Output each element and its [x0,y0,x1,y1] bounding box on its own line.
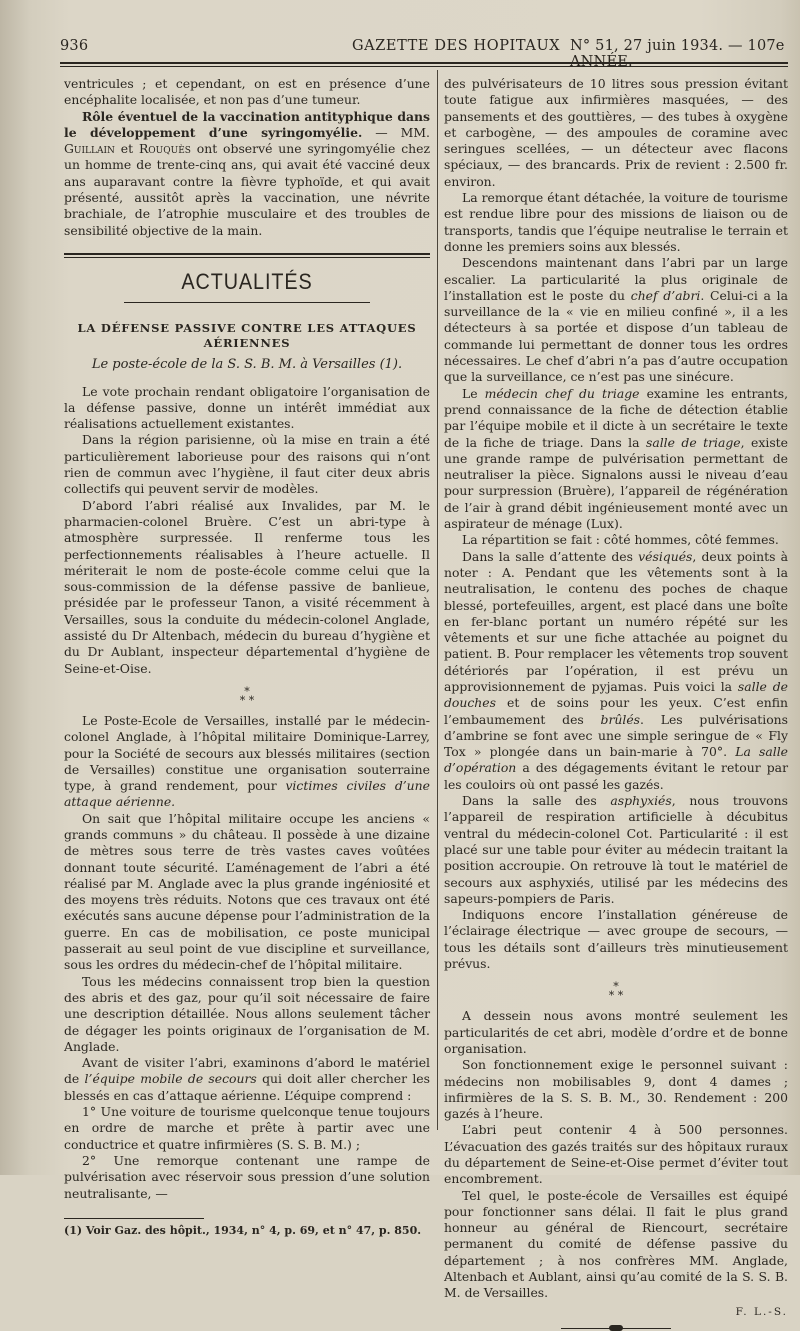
paragraph: 2° Une remorque contenant une rampe de pulvérisation avec réservoir sous pression d’une solution neutralisante, — [64,1152,430,1201]
header-rule-thin [60,66,788,67]
section-stars: * * * [239,684,255,707]
section-rule [64,257,430,258]
paragraph: La remorque étant détachée, la voiture de tourisme est rendue libre pour des missions de liaison ou de transports, tandis que l’équipe neutralise le terrain et donne les premiers soins aux blessés. [444,190,788,254]
text-run-italic: asphyxiés [610,793,672,809]
text-run: . Celui-ci a la surveillance de la « vie en milieu confiné », il a les détecteurs à sa portée et dispose d’un tableau de commande lui permettant de donner tous les ordres nécessaires. Le chef d’abri n’a pas d’autre occupation que la surveillance, ce n’est pas une sinécure. [444,287,788,385]
paragraph [444,255,788,385]
text-run-italic: vésiqués [638,548,693,564]
header-rule-thick [60,62,788,64]
paragraph: des pulvérisateurs de 10 litres sous pression évitant toute fatigue aux infirmières masquées, — des pansements et des gouttières, — des tubes à oxygène et carbogène, — des ampoules de coramine avec seringues scellées, — un détecteur avec flacons spéciaux, — des brancards. Prix de revient : 2.500 fr. environ. [444,76,788,189]
text-run-italic: médecin chef du triage [484,385,640,401]
text-run: Le Poste-Ecole de Versailles, installé par le médecin-colonel Anglade, à l’hôpital militaire Dominique-Larrey, pour la Société de secours aux blessés militaires (section de Versailles) constitue une organisation souterraine type, à grand rendement, pour [64,712,430,794]
text-run: Dans la salle d’attente des [462,548,639,564]
text-run: , existe une grande rampe de pulvérisation permettant de neutraliser la pièce. Signalons aussi le niveau d’eau pour surpression (Bruère), l’appareil de régénération de l’air à grand débit ingénieusement monté avec un aspirateur de ménage (Lux). [444,434,788,532]
paragraph: L’abri peut contenir 4 à 500 personnes. L’évacuation des gazés traités sur des hôpitaux ruraux du département de Seine-et-Oise permet d’éviter tout encombrement. [444,1122,788,1187]
paragraph: La répartition se fait : côté hommes, côté femmes. [462,532,779,548]
author-name: Guillain [64,141,115,157]
paragraph: Tous les médecins connaissent trop bien la question des abris et des gaz, pour qu’il soit nécessaire de faire une description détaillée. Nous allons seulement tâcher de dégager les points originaux de l’organisation de M. Anglade. [64,973,430,1054]
text-run: Descendons maintenant dans l’abri par un large escalier. La particularité la plus originale de l’installation est le poste du [444,255,788,303]
text-run: Dans la salle des [462,793,611,809]
journal-title: GAZETTE DES HOPITAUX [352,38,561,54]
paragraph: On sait que l’hôpital militaire occupe les anciens « grands communs » du château. Il possède à une dizaine de mètres sous terre de très vastes caves voûtées donnant toute sécurité. L’aménagement de l’abri a été réalisé par M. Anglade avec la plus grande ingéniosité et des moyens très réduits. Notons que ces travaux ont été exécutés sans aucune dépense pour l’administration de la guerre. En cas de mobilisation, ce poste municipal passerait au seul point de vue discipline et surveillance, sous les ordres du médecin-chef de l’hôpital militaire. [64,810,430,973]
text-run-italic: La salle d’opération [444,744,788,776]
text-run: et [114,141,139,157]
paragraph: ventricules ; et cependant, on est en présence d’une encéphalite localisée, et non pas d’une tumeur. [64,76,430,108]
section-title: ACTUALITÉS [181,268,313,294]
paragraph [444,386,788,533]
left-column [64,76,430,1239]
page-number: 936 [60,38,89,54]
signature: F. L.-S. [735,1305,788,1318]
section-rule [64,253,430,255]
end-ornament [561,1328,671,1329]
text-run: , nous trouvons l’appareil de respiration artificielle à décubitus ventral du médecin-colonel Cot. Particularité : il est placé sur une table pour éviter au médecin traitant la position accroupie. On retrouve là tout le matériel de secours aux asphyxiés, utilisé par les médecins des sapeurs-pompiers de Paris. [444,793,788,906]
column-divider [437,70,438,1130]
right-column [444,76,788,1329]
text-run-italic: l’équipe mobile de secours [84,1071,257,1087]
text-run: et de soins pour les yeux. C’est enfin l’embaumement des [444,695,788,727]
text-run: Le [462,385,485,401]
paragraph-title: Rôle éventuel de la vaccination antityphique dans le développement d’une syringomyélie. [64,108,430,140]
article-title: LA DÉFENSE PASSIVE CONTRE LES ATTAQUES AÉRIENNES [77,321,417,351]
text-run: examine les entrants, prend connaissance de la fiche de détection établie par l’équipe mobile et il dicte à un secrétaire le texte de la fiche de triage. Dans la [444,385,789,450]
text-run: . Les pulvérisations d’ambrine se font avec une simple seringue de « Fly Tox » plongée dans un bain-marie à 70°. [444,711,788,760]
section-rule-short [124,302,370,303]
text-run-italic: victimes civiles d’une attaque aérienne. [64,778,430,810]
running-header [60,38,788,70]
issue-info: N° 51, 27 juin 1934. — 107e ANNÉE. [570,38,785,70]
author-name: Rouquès [138,141,191,157]
paragraph: 1° Une voiture de tourisme quelconque tenue toujours en ordre de marche et prête à partir avec une conductrice et quatre infirmières (S. S. B. M.) ; [64,1104,430,1152]
paragraph: Indiquons encore l’installation généreuse de l’éclairage électrique — avec groupe de secours, — tous les détails sont d’ailleurs très minutieusement prévus. [444,907,788,972]
paragraph: D’abord l’abri réalisé aux Invalides, par M. le pharmacien-colonel Bruère. C’est un abri-type à atmosphère surpressée. Il renferme tous les perfectionnements réalisables à l’heure actuelle. Il mériterait le nom de poste-école comme celui que la sous-commission de la défense passive de banlieue, présidée par le professeur Tanon, a visité récemment à Versailles, sous la conduite du médecin-colonel Anglade, assisté du Dr Altenbach, médecin du bureau d’hygiène et du Dr Aublant, inspecteur départemental d’hygiène de Seine-et-Oise. [64,497,430,676]
text-run-italic: salle de triage [645,434,741,450]
paragraph [64,1055,430,1104]
paragraph [444,549,788,793]
text-run: Avant de visiter l’abri, examinons d’abord le matériel de [64,1055,430,1087]
paragraph-vaccination [64,109,430,239]
text-run-italic: chef d’abri [630,287,701,303]
paragraph [444,793,788,907]
footnote-rule [64,1218,204,1219]
ornament-mark [609,1325,623,1331]
paragraph: Le vote prochain rendant obligatoire l’organisation de la défense passive, donne un intérêt immédiat aux réalisations actuellement existantes. [64,383,430,432]
paragraph: A dessein nous avons montré seulement les particularités de cet abri, modèle d’ordre et de bonne organisation. [444,1008,788,1056]
text-run: , deux points à noter : A. Pendant que les vêtements sont à la neutralisation, le contenu des poches de chaque blessé, portefeuilles, argent, est placé dans une boîte en fer-blanc portant un numéro répété sur les vêtements et sur une fiche attachée au poignet du patient. B. Pour remplacer les vêtements trop souvent détériorés par l’opération, il est prévu un approvisionnement de pyjamas. Puis voici la [444,548,789,694]
text-run: ont observé une syringomyélie chez un homme de trente-cinq ans, qui avait été vacciné deux ans auparavant contre la fièvre typhoïde, et qui avait présenté, aussitôt après la vaccination, une névrite brachiale, de l’atrophie musculaire et des troubles de sensibilité objective de la main. [64,141,430,238]
text-run: a des dégagements évitant le retour par les couloirs où ont passé les gazés. [444,760,788,792]
paragraph [64,713,430,811]
paragraph: Son fonctionnement exige le personnel suivant : médecins non mobilisables 9, dont 4 dames ; infirmières de la S. S. B. M., 30. Rendement : 200 gazés à l’heure. [444,1057,788,1122]
footnote: (1) Voir Gaz. des hôpit., 1934, n° 4, p. 69, et n° 47, p. 850. [64,1223,422,1237]
text-run-italic: brûlés [600,711,641,727]
text-run: — MM. [362,124,430,140]
article-subtitle: Le poste-école de la S. S. B. M. à Versailles (1). [91,357,403,373]
paragraph: Dans la région parisienne, où la mise en train a été particulièrement laborieuse pour des raisons qui n’ont rien de commun avec l’hygiène, il faut citer deux abris collectifs qui peuvent servir de modèles. [64,432,430,497]
section-stars: * * * [608,980,624,1003]
text-run: qui doit aller chercher les blessés en cas d’attaque aérienne. L’équipe comprend : [64,1071,430,1103]
text-run-italic: salle de douches [444,678,788,711]
paragraph: Tel quel, le poste-école de Versailles est équipé pour fonctionner sans délai. Il fait le plus grand honneur au général de Riencourt, secrétaire permanent du comité de défense passive du département ; à nos confrères MM. Anglade, Altenbach et Aublant, ainsi qu’au comité de la S. S. B. M. de Versailles. [444,1187,788,1301]
